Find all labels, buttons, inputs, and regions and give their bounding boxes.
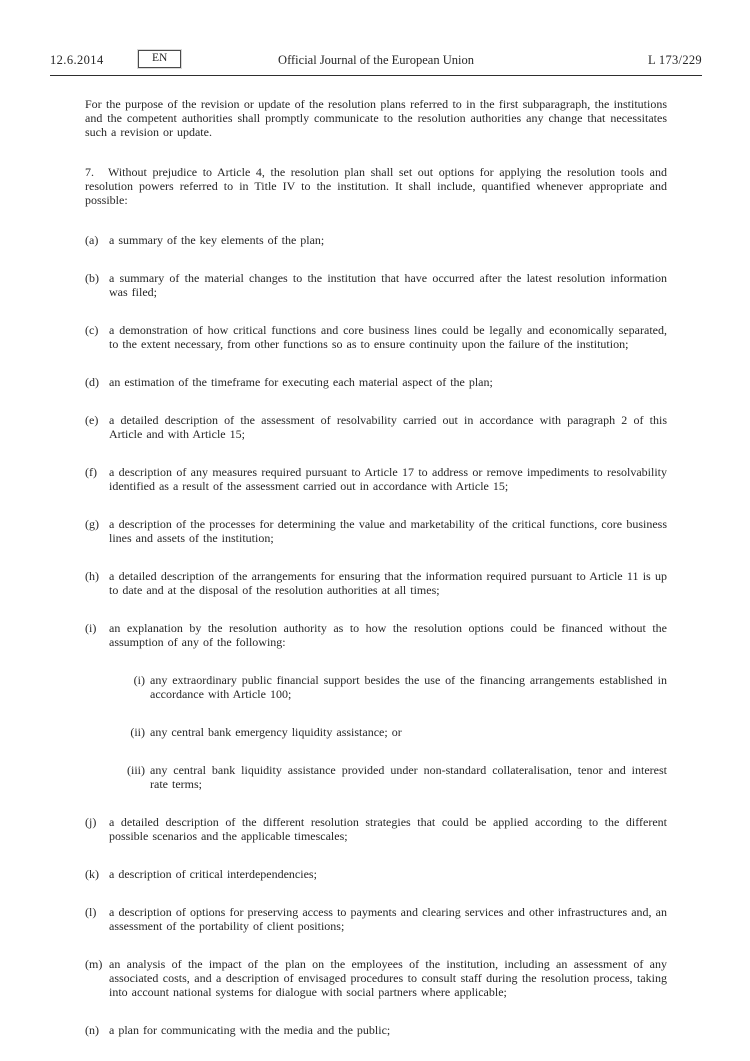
item-text: a summary of the key elements of the plan; — [109, 233, 325, 247]
intro-paragraph: For the purpose of the revision or update of the resolution plans referred to in the first subparagraph, the institutions and the competent authorities shall promptly communicate to the resolution authorities any change that necessitates such a revision or update. — [85, 97, 667, 139]
language-badge: EN — [138, 50, 181, 68]
item-text: a detailed description of the arrangements for ensuring that the information required pursuant to Article 11 is up to date and at the disposal of the resolution authorities at all times; — [109, 569, 667, 597]
item-label: (h) — [85, 569, 99, 583]
list-item-k — [85, 867, 667, 881]
item-text: a summary of the material changes to the institution that have occurred after the latest resolution information was filed; — [109, 271, 667, 299]
subitem-text: any extraordinary public financial support besides the use of the financing arrangements established in accordance with Article 100; — [150, 673, 667, 701]
list-item-b — [85, 271, 667, 299]
item-label: (f) — [85, 465, 97, 479]
sub-item-iii — [123, 763, 667, 791]
item-label: (m) — [85, 957, 103, 971]
paragraph-7-number: 7. — [85, 165, 94, 179]
item-label: (l) — [85, 905, 97, 919]
item-label: (b) — [85, 271, 99, 285]
item-text: a description of options for preserving access to payments and clearing services and other infrastructures and, an assessment of the portability of client positions; — [109, 905, 667, 933]
item-text: a detailed description of the assessment of resolvability carried out in accordance with paragraph 2 of this Article and with Article 15; — [109, 413, 667, 441]
item-label: (n) — [85, 1023, 99, 1037]
item-text: an analysis of the impact of the plan on the employees of the institution, including an assessment of any associated costs, and a description of envisaged procedures to consult staff during the resolution process, taking into account national systems for dialogue with social partners where applicable; — [109, 957, 667, 999]
list-item-f — [85, 465, 667, 493]
item-text: a demonstration of how critical functions and core business lines could be legally and economically separated, to the extent necessary, from other functions so as to ensure continuity upon the failure of the institution; — [109, 323, 667, 351]
item-text: a description of the processes for determining the value and marketability of the critical functions, core business lines and assets of the institution; — [109, 517, 667, 545]
sub-item-i — [123, 673, 667, 701]
list-item-m — [85, 957, 667, 999]
item-label: (c) — [85, 323, 99, 337]
item-text: a description of critical interdependencies; — [109, 867, 317, 881]
item-label: (e) — [85, 413, 99, 427]
page-reference: L 173/229 — [648, 53, 702, 67]
list-item-h — [85, 569, 667, 597]
item-label: (j) — [85, 815, 97, 829]
paragraph-7-text: Without prejudice to Article 4, the resolution plan shall set out options for applying the resolution tools and resolution powers referred to in Title IV to the institution. It shall include, quantified whenever appropriate and possible: — [85, 165, 667, 207]
item-text: a detailed description of the different resolution strategies that could be applied according to the different possible scenarios and the applicable timescales; — [109, 815, 667, 843]
sub-item-ii — [123, 725, 667, 739]
item-label: (g) — [85, 517, 99, 531]
item-label: (i) — [85, 621, 97, 635]
page-header — [50, 50, 702, 70]
item-text — [109, 621, 667, 791]
item-label: (a) — [85, 233, 99, 247]
list-item-i — [85, 621, 667, 791]
subitem-label: (i) — [133, 673, 145, 687]
subitem-label: (ii) — [130, 725, 145, 739]
item-label: (k) — [85, 867, 99, 881]
list-item-c — [85, 323, 667, 351]
item-label: (d) — [85, 375, 99, 389]
list-item-g — [85, 517, 667, 545]
subitem-text: any central bank emergency liquidity assistance; or — [150, 725, 402, 739]
publication-date: 12.6.2014 — [50, 53, 104, 67]
item-text-lead: an explanation by the resolution authority as to how the resolution options could be financed without the assumption of any of the following: — [109, 621, 667, 649]
list-item-n — [85, 1023, 667, 1037]
list-item-a — [85, 233, 667, 247]
item-text: an estimation of the timeframe for executing each material aspect of the plan; — [109, 375, 493, 389]
subitem-text: any central bank liquidity assistance provided under non-standard collateralisation, tenor and interest rate terms; — [150, 763, 667, 791]
paragraph-7 — [85, 165, 667, 207]
subitem-label: (iii) — [127, 763, 145, 777]
item-text: a description of any measures required pursuant to Article 17 to address or remove impediments to resolvability identified as a result of the assessment carried out in accordance with Article 15; — [109, 465, 667, 493]
list-item-l — [85, 905, 667, 933]
list-item-e — [85, 413, 667, 441]
item-text: a plan for communicating with the media and the public; — [109, 1023, 391, 1037]
document-body — [85, 97, 667, 1061]
journal-title: Official Journal of the European Union — [278, 53, 474, 67]
list-item-j — [85, 815, 667, 843]
list-item-d — [85, 375, 667, 389]
header-divider — [50, 75, 702, 76]
